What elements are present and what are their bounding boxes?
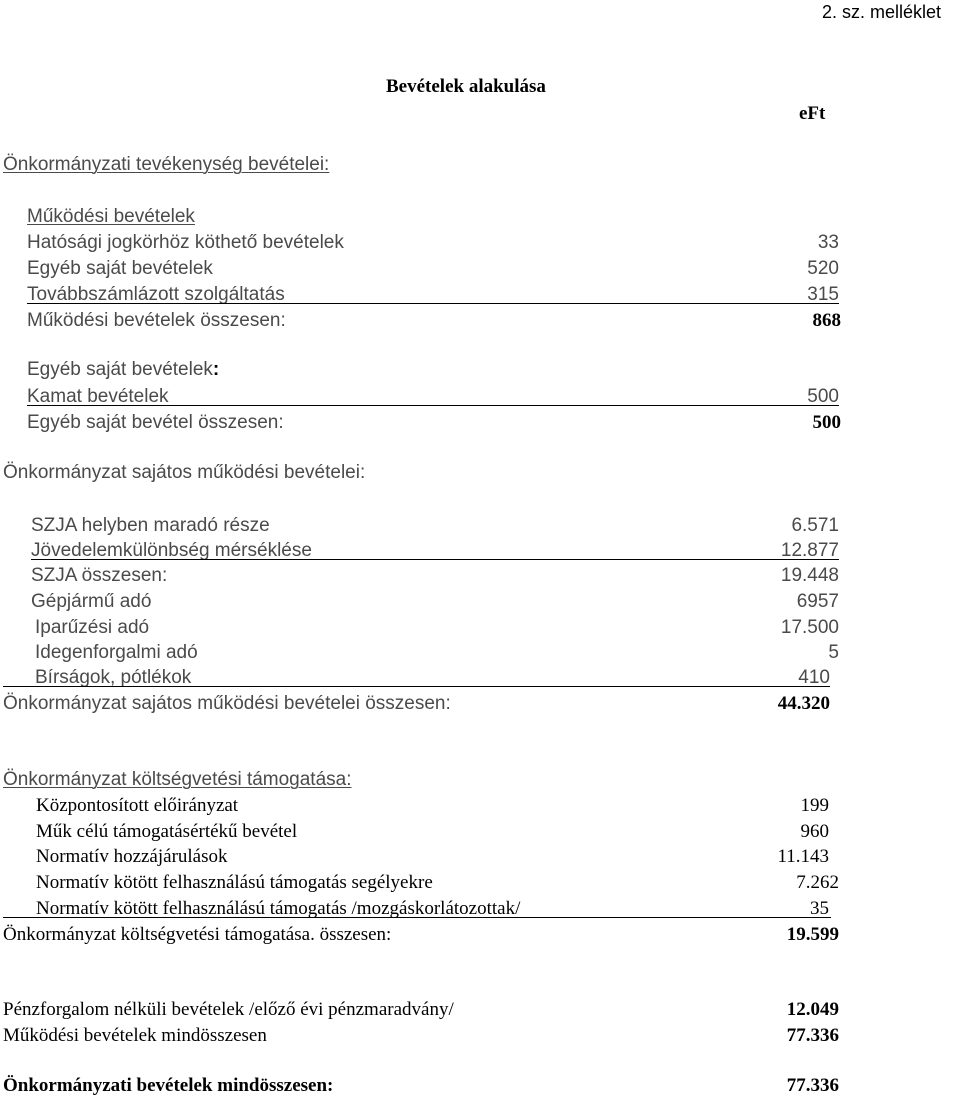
- total-label: Önkormányzat költségvetési támogatása. összesen:: [3, 924, 392, 945]
- total-label: Egyéb saját bevétel összesen:: [27, 412, 284, 433]
- row-label: Kamat bevételek: [27, 386, 169, 407]
- row-value: 315: [807, 284, 839, 305]
- row-value: 17.500: [780, 617, 839, 638]
- row-label: SZJA helyben maradó része: [31, 515, 270, 536]
- annex-label: 2. sz. melléklet: [822, 2, 942, 22]
- row-label: Bírságok, pótlékok: [35, 667, 192, 688]
- operating-total-label: Működési bevételek mindösszesen: [3, 1025, 267, 1046]
- row-label: Központosított előirányzat: [36, 795, 239, 816]
- divider: [31, 559, 839, 560]
- row-label: Műk célú támogatásértékű bevétel: [36, 821, 298, 842]
- total-value: 19.599: [786, 924, 839, 945]
- row-value: 7.262: [796, 872, 839, 893]
- row-value: 33: [817, 232, 839, 253]
- row-value: 500: [807, 386, 839, 407]
- cash-value: 12.049: [786, 999, 839, 1020]
- divider: [27, 405, 839, 406]
- page-title: Bevételek alakulása: [386, 76, 546, 97]
- row-label: Egyéb saját bevételek: [27, 258, 213, 279]
- grand-total-value: 77.336: [786, 1075, 839, 1096]
- operating-total-value: 77.336: [786, 1025, 839, 1046]
- row-value: 199: [800, 795, 829, 816]
- section-own-heading: Önkormányzati tevékenység bevételei:: [3, 154, 330, 175]
- row-value: 520: [807, 258, 839, 279]
- total-value: 868: [812, 310, 841, 331]
- divider: [3, 917, 831, 918]
- total-value: 44.320: [777, 693, 830, 714]
- total-label: Önkormányzat sajátos működési bevételei összesen:: [3, 693, 451, 714]
- row-label: Normatív kötött felhasználású támogatás /mozgáskorlátozottak/: [36, 898, 521, 919]
- row-label: SZJA összesen:: [31, 565, 168, 586]
- row-label: Hatósági jogkörhöz köthető bevételek: [27, 232, 344, 253]
- row-value: 410: [798, 667, 830, 688]
- row-label: Normatív hozzájárulások: [36, 846, 228, 867]
- row-value: 11.143: [777, 846, 829, 867]
- row-value: 12.877: [780, 540, 839, 561]
- section-tax-heading: Önkormányzat sajátos működési bevételei:: [3, 462, 366, 483]
- row-label: Idegenforgalmi adó: [35, 642, 198, 663]
- divider: [27, 303, 839, 304]
- row-value: 960: [800, 821, 829, 842]
- operating-heading: Működési bevételek: [27, 206, 195, 227]
- row-value: 19.448: [780, 565, 839, 586]
- row-label: Normatív kötött felhasználású támogatás segélyekre: [36, 872, 433, 893]
- cash-label: Pénzforgalom nélküli bevételek /előző évi pénzmaradvány/: [3, 999, 454, 1020]
- other-own-heading: Egyéb saját bevételek:: [27, 359, 220, 380]
- grand-total-label: Önkormányzati bevételek mindösszesen:: [3, 1075, 334, 1096]
- row-value: 35: [810, 898, 829, 919]
- row-label: Továbbszámlázott szolgáltatás: [27, 284, 285, 305]
- row-value: 6957: [796, 591, 839, 612]
- total-label: Működési bevételek összesen:: [27, 310, 286, 331]
- row-label: Jövedelemkülönbség mérséklése: [31, 540, 312, 561]
- row-value: 6.571: [791, 515, 839, 536]
- row-label: Iparűzési adó: [35, 617, 150, 638]
- unit-label: eFt: [799, 103, 826, 124]
- divider: [3, 686, 830, 687]
- row-label: Gépjármű adó: [31, 591, 152, 612]
- total-value: 500: [812, 412, 841, 433]
- row-value: 5: [828, 642, 839, 663]
- section-support-heading: Önkormányzat költségvetési támogatása:: [3, 769, 352, 790]
